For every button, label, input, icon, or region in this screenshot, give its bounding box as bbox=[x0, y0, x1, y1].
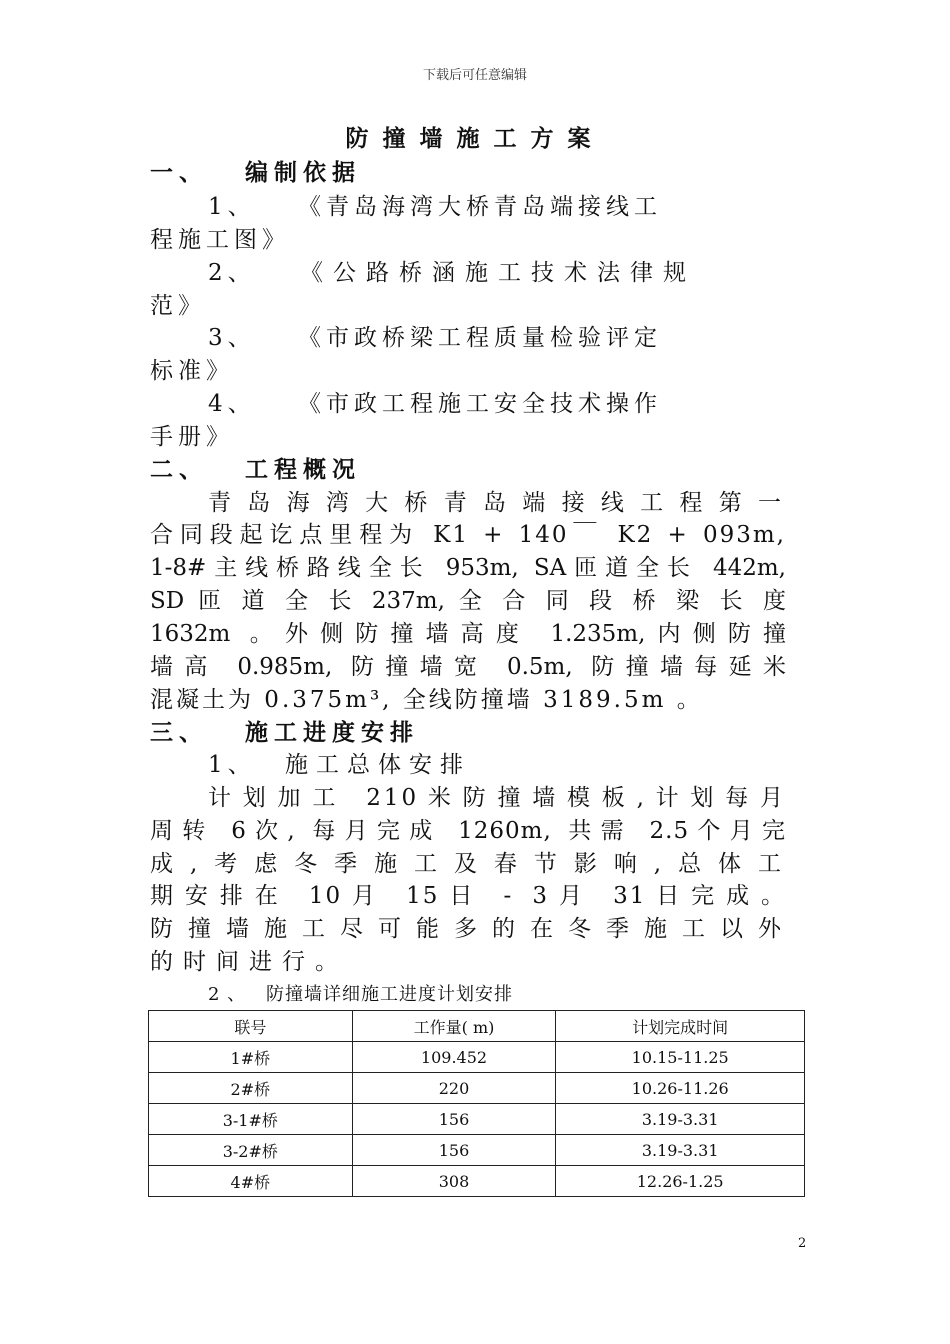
schedule-line-2: 周转 6次, 每月完成 1260m, 共需 2.5个月完 bbox=[150, 818, 786, 844]
page-title: 防撞墙施工方案 bbox=[345, 125, 605, 152]
ref4-line2: 手册》 bbox=[150, 424, 234, 450]
schedule-line-5: 防撞墙施工尽可能多的在冬季施工以外 bbox=[150, 916, 786, 942]
section2-heading: 工程概况 bbox=[245, 456, 361, 483]
table-cell: 10.26-11.26 bbox=[556, 1073, 805, 1104]
table-cell: 4#桥 bbox=[149, 1166, 353, 1197]
ref3-line1: 《市政桥梁工程质量检验评定 bbox=[298, 325, 662, 351]
table-row bbox=[149, 1135, 805, 1166]
overview-line-2: 合同段起讫点里程为 K1 + 140￣ K2 + 093m, bbox=[150, 522, 786, 548]
schedule-table bbox=[148, 1010, 805, 1197]
page-number: 2 bbox=[798, 1236, 807, 1251]
subsection1-heading: 施工总体安排 bbox=[285, 752, 471, 778]
section2-number: 二、 bbox=[150, 456, 208, 483]
table-row bbox=[149, 1104, 805, 1135]
section1-heading: 编制依据 bbox=[245, 159, 361, 186]
ref1-line1: 《青岛海湾大桥青岛端接线工 bbox=[298, 194, 662, 220]
overview-line-3: 1-8#主线桥路线全长 953m, SA匝道全长 442m, bbox=[150, 555, 786, 581]
table-header-cell: 工作量( m) bbox=[352, 1011, 556, 1042]
table-row bbox=[149, 1042, 805, 1073]
overview-line-7: 混凝土为 0.375m³, 全线防撞墙 3189.5m 。 bbox=[150, 687, 703, 713]
table-cell: 2#桥 bbox=[149, 1073, 353, 1104]
table-cell: 1#桥 bbox=[149, 1042, 353, 1073]
table-cell: 12.26-1.25 bbox=[556, 1166, 805, 1197]
ref2-number: 2、 bbox=[208, 260, 256, 286]
ref3-line2: 标准》 bbox=[150, 358, 234, 384]
table-cell: 10.15-11.25 bbox=[556, 1042, 805, 1073]
table-header-cell: 计划完成时间 bbox=[556, 1011, 805, 1042]
ref2-line1: 《公路桥涵施工技术法律规 bbox=[300, 260, 696, 286]
ref1-number: 1、 bbox=[208, 194, 256, 220]
table-cell: 308 bbox=[352, 1166, 556, 1197]
table-cell: 156 bbox=[352, 1104, 556, 1135]
overview-line-4: SD 匝 道 全 长 237m, 全 合 同 段 桥 梁 长 度 bbox=[150, 588, 786, 614]
table-header-cell: 联号 bbox=[149, 1011, 353, 1042]
ref2-line2: 范》 bbox=[150, 293, 206, 319]
table-header-row bbox=[149, 1011, 805, 1042]
schedule-line-1: 计划加工 210米防撞墙模板,计划每月 bbox=[208, 785, 786, 811]
table-cell: 3-2#桥 bbox=[149, 1135, 353, 1166]
schedule-line-3: 成,考虑冬季施工及春节影响,总体工 bbox=[150, 851, 786, 877]
overview-line-1: 青岛海湾大桥青岛端接线工程第一 bbox=[208, 490, 786, 516]
table-cell: 220 bbox=[352, 1073, 556, 1104]
section3-heading: 施工进度安排 bbox=[245, 719, 419, 746]
table-cell: 156 bbox=[352, 1135, 556, 1166]
ref1-line2: 程施工图》 bbox=[150, 227, 290, 253]
section3-number: 三、 bbox=[150, 719, 208, 746]
table-row bbox=[149, 1166, 805, 1197]
overview-line-6: 墙高 0.985m, 防撞墙宽 0.5m, 防撞墙每延米 bbox=[150, 654, 786, 680]
schedule-line-4: 期安排在 10月 15日 - 3月 31日完成。 bbox=[150, 883, 786, 909]
page-header: 下载后可任意编辑 bbox=[422, 68, 527, 83]
subsection2-number: 2 、 bbox=[208, 984, 247, 1005]
ref4-line1: 《市政工程施工安全技术操作 bbox=[298, 391, 662, 417]
table-cell: 3.19-3.31 bbox=[556, 1135, 805, 1166]
subsection1-number: 1、 bbox=[208, 752, 256, 778]
subsection2-heading: 防撞墙详细施工进度计划安排 bbox=[266, 984, 513, 1005]
table-cell: 3-1#桥 bbox=[149, 1104, 353, 1135]
table-cell: 3.19-3.31 bbox=[556, 1104, 805, 1135]
schedule-line-6: 的时间进行。 bbox=[150, 949, 348, 975]
section1-number: 一、 bbox=[150, 159, 208, 186]
overview-line-5: 1632m 。外侧防撞墙高度 1.235m,内侧防撞 bbox=[150, 621, 786, 647]
table-row bbox=[149, 1073, 805, 1104]
table-cell: 109.452 bbox=[352, 1042, 556, 1073]
ref3-number: 3、 bbox=[208, 325, 256, 351]
ref4-number: 4、 bbox=[208, 391, 256, 417]
